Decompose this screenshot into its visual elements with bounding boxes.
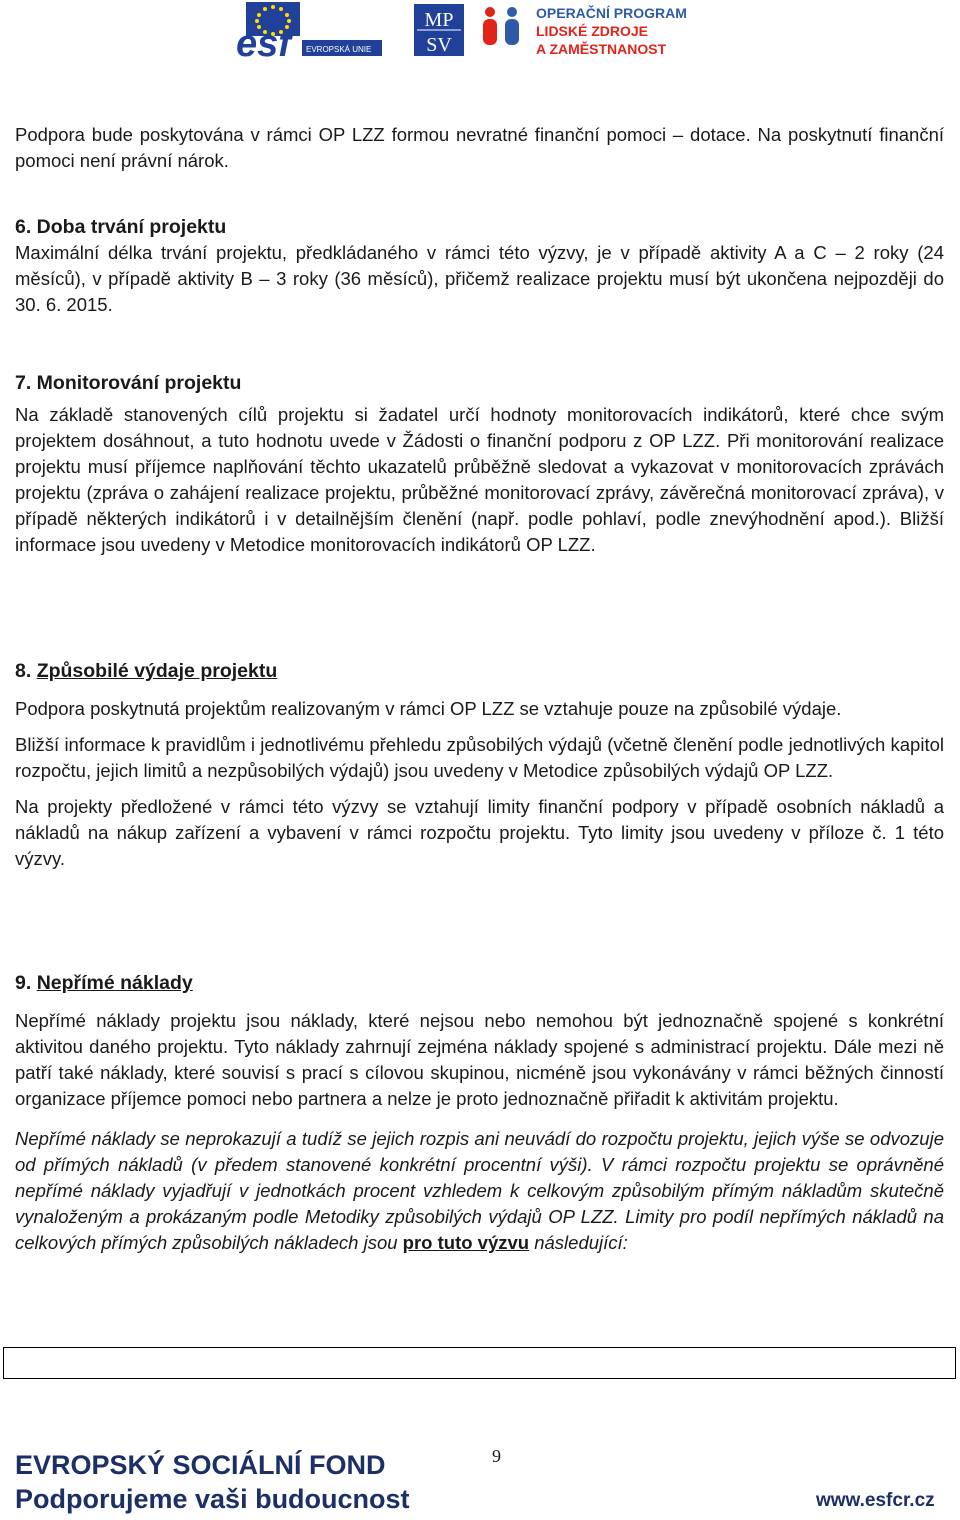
section-6-heading: 6. Doba trvání projektu [15,216,227,238]
footer-tagline: Podporujeme vaši budoucnost [15,1484,410,1514]
section-8-number: 8. [15,660,32,682]
section-8-p3: Na projekty předložené v rámci této výzvy se vztahují limity finanční podpory v případě osobních nákladů a nákladů na nákup zařízení a vybavení v rámci rozpočtu projektu. Tyto limity jsou uvedeny v příloze č. 1 této výzvy. [15,796,944,869]
section-6-text: Maximální délka trvání projektu, předkládaného v rámci této výzvy, je v případě aktivity A a C – 2 roky (24 měsíců), v případě aktivity B – 3 roky (36 měsíců), přičemž realizace projektu musí být ukončena nejpozději do 30. 6. 2015. [15,242,944,315]
svg-text:OPERAČNÍ PROGRAM: OPERAČNÍ PROGRAM [536,5,687,21]
section-9-p1: Nepřímé náklady projektu jsou náklady, které nejsou nebo nemohou být jednoznačně spojené s konkrétní aktivitou daného projektu. Tyto náklady zahrnují zejména náklady spojené s administrací projektu. Dále mezi ně patří také náklady, které souvisí s prací s cílovou skupinou, nicméně jsou vykonávány v rámci běžných činností organizace příjemce pomoci nebo partnera a nelze je proto jednoznačně přiřadit k aktivitám projektu. [15,1010,944,1109]
section-7-heading: 7. Monitorování projektu [15,372,242,394]
section-9-number: 9. [15,972,32,994]
footer-website-link[interactable]: www.esfcr.cz [816,1490,935,1511]
section-8-p2: Bližší informace k pravidlům i jednotlivému přehledu způsobilých výdajů (včetně členění podle jednotlivých kapitol rozpočtu, jejich limitů a nezpůsobilých výdajů) jsou uvedeny v Metodice způsobilých výdajů OP LZZ. [15,734,944,781]
section-8-title: Způsobilé výdaje projektu [36,660,278,682]
section-8-heading [15,658,944,684]
svg-text:LIDSKÉ ZDROJE: LIDSKÉ ZDROJE [536,23,649,39]
people-icon [483,7,519,45]
op-lzz-logo [483,4,687,57]
section-6 [15,214,944,318]
footer-esf-title: EVROPSKÝ SOCIÁLNÍ FOND [15,1450,386,1480]
header-logos [236,0,716,62]
section-9-p2: Nepřímé náklady se neprokazují a tudíž se jejich rozpis ani neuvádí do rozpočtu projektu, jejich výše se odvozuje od přímých nákladů (v předem stanovené konkrétní procentní výši). V rámci rozpočtu projektu se oprávněné nepřímé náklady vyjadřují v jednotkách procent vzhledem k celkovým způsobilým přímým nákladům skutečně vynaloženým a prokázaným podle Metodiky způsobilých výdajů OP LZZ. Limity pro podíl nepřímých nákladů na celkových přímých způsobilých nákladech jsou pro tuto výzvu následující: [15,1128,944,1253]
section-7-text: Na základě stanovených cílů projektu si žadatel určí hodnoty monitorovacích indikátorů, které chce svým projektem dosáhnout, a tuto hodnotu uvede v Žádosti o finanční podporu z OP LZZ. Při monitorování realizace projektu musí příjemce naplňování těchto ukazatelů průběžně sledovat a vykazovat v monitorovacích zprávách projektu (zpráva o zahájení realizace projektu, průběžné monitorovací zprávy, závěrečná monitorovací zpráva), v případě některých indikátorů i v detailnějším členění (např. podle pohlaví, podle znevýhodnění apod.). Bližší informace jsou uvedeny v Metodice monitorovacích indikátorů OP LZZ. [15,404,944,555]
intro-text: Podpora bude poskytována v rámci OP LZZ formou nevratné finanční pomoci – dotace. Na poskytnutí finanční pomoci není právní nárok. [15,124,944,171]
eu-caption: EVROPSKÁ UNIE [306,45,372,54]
svg-text:SV: SV [426,34,452,56]
section-7 [15,370,944,558]
section-9-heading [15,970,944,996]
intro-paragraph [15,122,944,174]
empty-limits-table [3,1347,956,1379]
section-8-p1: Podpora poskytnutá projektům realizovaným v rámci OP LZZ se vztahuje pouze na způsobilé výdaje. [15,698,842,719]
section-9-title: Nepřímé náklady [36,972,193,994]
page-number: 9 [492,1446,501,1466]
esf-logo-text: esf [236,23,291,62]
section-9-emphasis: pro tuto výzvu [402,1232,530,1253]
mpsv-logo [414,4,464,56]
esf-eu-logo [236,0,396,62]
section-9 [15,970,944,1256]
svg-text:MP: MP [424,9,454,31]
svg-text:A ZAMĚSTNANOST: A ZAMĚSTNANOST [536,41,667,57]
section-8 [15,658,944,872]
